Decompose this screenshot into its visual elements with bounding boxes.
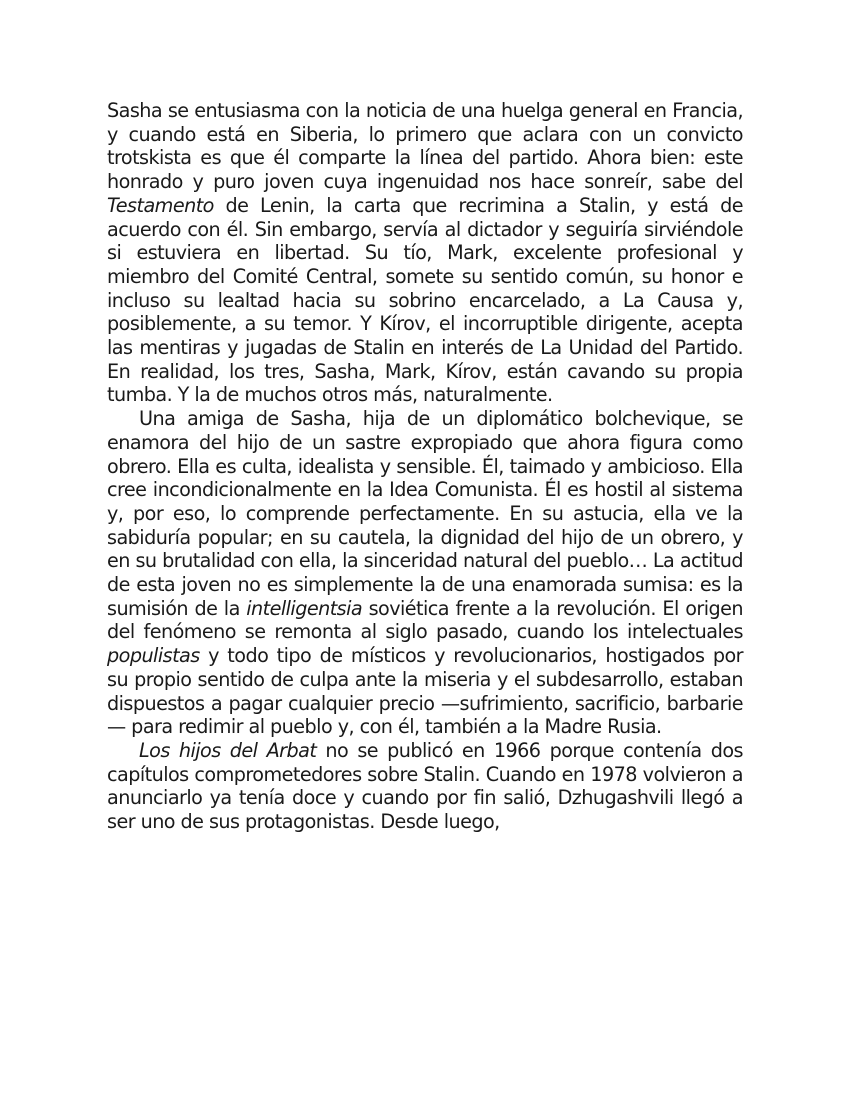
paragraph-2-text-b: soviética frente a la revolución. El origen del fenómeno se remonta al siglo pasado, cuando los intelectuales — [107, 596, 743, 644]
paragraph-1 — [107, 99, 743, 407]
italic-title-testamento: Testamento — [107, 193, 214, 217]
document-page — [107, 99, 743, 834]
paragraph-2-text-a: Una amiga de Sasha, hija de un diplomático bolchevique, se enamora del hijo de un sastre expropiado que ahora figura como obrero. Ella es culta, idealista y sensible. Él, taimado y ambicioso. Ella cree incondicionalmente en la Idea Comunista. Él es hostil al sistema y, por eso, lo comprende perfectamente. En su astucia, ella ve la sabiduría popular; en su cautela, la dignidad del hijo de un obrero, y en su brutalidad con ella, la sinceridad natural del pueblo… La actitud de esta joven no es simplemente la de una enamorada sumisa: es la sumisión de la — [107, 407, 743, 620]
italic-term-intelligentsia: intelligentsia — [246, 596, 363, 620]
paragraph-3 — [107, 739, 743, 834]
paragraph-3-text-a: no se publicó en 1966 porque contenía dos capítulos comprometedores sobre Stalin. Cuando en 1978 volvieron a anunciarlo ya tenía doce y cuando por fin salió, Dzhugashvili llegó a ser uno de sus protagonistas. Desde luego, — [107, 738, 743, 834]
paragraph-1-text-a: Sasha se entusiasma con la noticia de una huelga general en Francia, y cuando está en Siberia, lo primero que aclara con un convicto trotskista es que él comparte la línea del partido. Ahora bien: este honrado y puro joven cuya ingenuidad nos hace sonreír, sabe del — [107, 99, 743, 194]
paragraph-2-text-c: y todo tipo de místicos y revolucionarios, hostigados por su propio sentido de culpa ante la miseria y el subdesarrollo, estaban dispuestos a pagar cualquier precio —sufrimiento, sacrificio, barbarie— para redimir al pueblo y, con él, también a la Madre Rusia. — [107, 644, 743, 739]
italic-title-los-hijos-del-arbat: Los hijos del Arbat — [139, 738, 317, 762]
paragraph-1-text-b: de Lenin, la carta que recrimina a Stalin, y está de acuerdo con él. Sin embargo, servía al dictador y seguiría sirviéndole si estuviera en libertad. Su tío, Mark, excelente profesional y miembro del Comité Central, somete su sentido común, su honor e incluso su lealtad hacia su sobrino encarcelado, a La Causa y, posiblemente, a su temor. Y Kírov, el incorruptible dirigente, acepta las mentiras y jugadas de Stalin en interés de La Unidad del Partido. En realidad, los tres, Sasha, Mark, Kírov, están cavando su propia tumba. Y la de muchos otros más, naturalmente. — [107, 193, 743, 407]
paragraph-2 — [107, 407, 743, 739]
italic-term-populistas: populistas — [107, 644, 200, 668]
